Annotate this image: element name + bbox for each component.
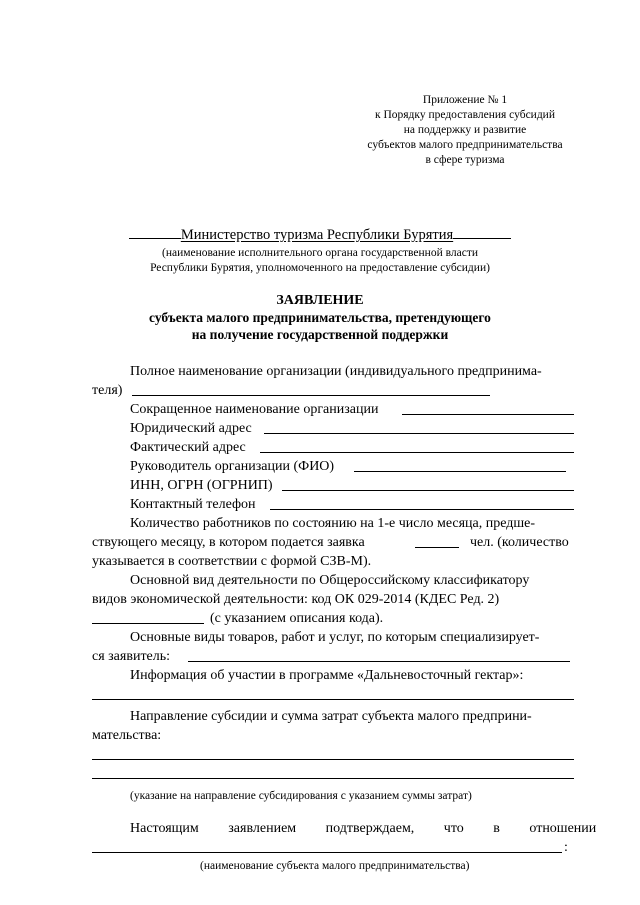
form-row-hectare — [92, 666, 580, 685]
form-row-direction-4 — [92, 764, 580, 783]
label-full-name-cont: теля) — [92, 383, 123, 398]
label-direction: Направление субсидии и сумма затрат субъекта малого предприни- — [130, 709, 532, 724]
label-confirm: Настоящим заявлением подтверждаем, что в отношении — [130, 821, 597, 836]
direction-field-2[interactable] — [92, 778, 574, 779]
form-row-workers — [92, 514, 580, 533]
ministry-block — [90, 226, 550, 276]
legal-address-field[interactable] — [264, 433, 574, 434]
ministry-note: (наименование исполнительного органа государственной власти — [161, 247, 479, 259]
form-row-phone — [92, 495, 580, 514]
form-row-confirm — [92, 819, 597, 838]
title-line: на получение государственной поддержки — [191, 327, 449, 342]
annex-header — [330, 93, 600, 168]
label-head: Руководитель организации (ФИО) — [130, 459, 335, 474]
form-row-full-name-2 — [92, 381, 580, 400]
label-short-name: Сокращенное наименование организации — [130, 402, 379, 417]
confirm-colon: : — [564, 840, 568, 855]
label-inn: ИНН, ОГРН (ОГРНИП) — [130, 478, 273, 493]
form-row-workers-2 — [92, 533, 580, 552]
activity-code-field[interactable] — [92, 623, 204, 624]
form-row-goods — [92, 628, 580, 647]
label-activity-note: (с указанием описания кода). — [210, 611, 384, 626]
form-row-confirm-2 — [92, 838, 580, 857]
direction-hint: (указание на направление субсидирования с указанием суммы затрат) — [130, 790, 472, 802]
title-main: ЗАЯВЛЕНИЕ — [276, 293, 364, 308]
short-name-field[interactable] — [402, 414, 574, 415]
annex-line: субъектов малого предпринимательства — [367, 139, 563, 151]
label-legal-address: Юридический адрес — [130, 421, 252, 436]
annex-line: к Порядку предоставления субсидий — [375, 109, 555, 121]
annex-line: Приложение № 1 — [422, 94, 508, 106]
label-workers-cont: ствующего месяцу, в котором подается заявка — [92, 535, 365, 550]
blank-line — [453, 226, 511, 239]
label-actual-address: Фактический адрес — [130, 440, 246, 455]
form-row-inn — [92, 476, 580, 495]
phone-field[interactable] — [270, 509, 574, 510]
label-workers: Количество работников по состоянию на 1-е число месяца, предше- — [130, 516, 536, 531]
title-line: субъекта малого предпринимательства, претендующего — [149, 310, 491, 325]
form-row-short-name — [92, 400, 580, 419]
label-hectare: Информация об участии в программе «Дальневосточный гектар»: — [130, 668, 524, 683]
form-row-hectare-2 — [92, 685, 580, 704]
subject-name-hint: (наименование субъекта малого предпринимательства) — [200, 860, 470, 872]
workers-count-field[interactable] — [415, 547, 459, 548]
blank-line — [129, 226, 181, 239]
actual-address-field[interactable] — [260, 452, 574, 453]
form-row-legal-address — [92, 419, 580, 438]
form-row-direction-2 — [92, 726, 580, 745]
label-activity-cont: видов экономической деятельности: код ОК 029-2014 (КДЕС Ред. 2) — [92, 592, 500, 607]
form-row-workers-3 — [92, 552, 580, 571]
annex-line: на поддержку и развитие — [403, 124, 527, 136]
form-row-direction-hint — [92, 783, 580, 805]
annex-line: в сфере туризма — [425, 154, 505, 166]
form-row-direction — [92, 707, 580, 726]
form-row-full-name — [92, 362, 580, 381]
form-row-activity-2 — [92, 590, 580, 609]
label-phone: Контактный телефон — [130, 497, 256, 512]
hectare-field[interactable] — [92, 699, 574, 700]
full-name-field[interactable] — [132, 395, 490, 396]
form-row-activity — [92, 571, 580, 590]
form-body — [92, 362, 597, 876]
label-full-name: Полное наименование организации (индивидуального предпринима- — [130, 364, 542, 379]
ministry-note: Республики Бурятия, уполномоченного на предоставление субсидии) — [150, 262, 490, 274]
label-goods-cont: ся заявитель: — [92, 649, 171, 664]
subject-name-field[interactable] — [92, 852, 562, 853]
form-row-direction-3 — [92, 745, 580, 764]
form-row-activity-3 — [92, 609, 580, 628]
form-row-goods-2 — [92, 647, 580, 666]
label-workers-note: указывается в соответствии с формой СЗВ-М). — [92, 554, 372, 569]
label-activity: Основной вид деятельности по Общероссийскому классификатору — [130, 573, 530, 588]
ministry-name: Министерство туризма Республики Бурятия — [180, 227, 454, 243]
direction-field[interactable] — [92, 759, 574, 760]
goods-field[interactable] — [188, 661, 570, 662]
form-row-head — [92, 457, 580, 476]
head-field[interactable] — [354, 471, 566, 472]
label-workers-unit: чел. (количество — [470, 535, 569, 550]
label-goods: Основные виды товаров, работ и услуг, по которым специализирует- — [130, 630, 540, 645]
form-row-confirm-hint — [92, 857, 580, 876]
label-direction-cont: мательства: — [92, 728, 162, 743]
document-title — [90, 292, 550, 343]
inn-field[interactable] — [282, 490, 574, 491]
form-row-actual-address — [92, 438, 580, 457]
